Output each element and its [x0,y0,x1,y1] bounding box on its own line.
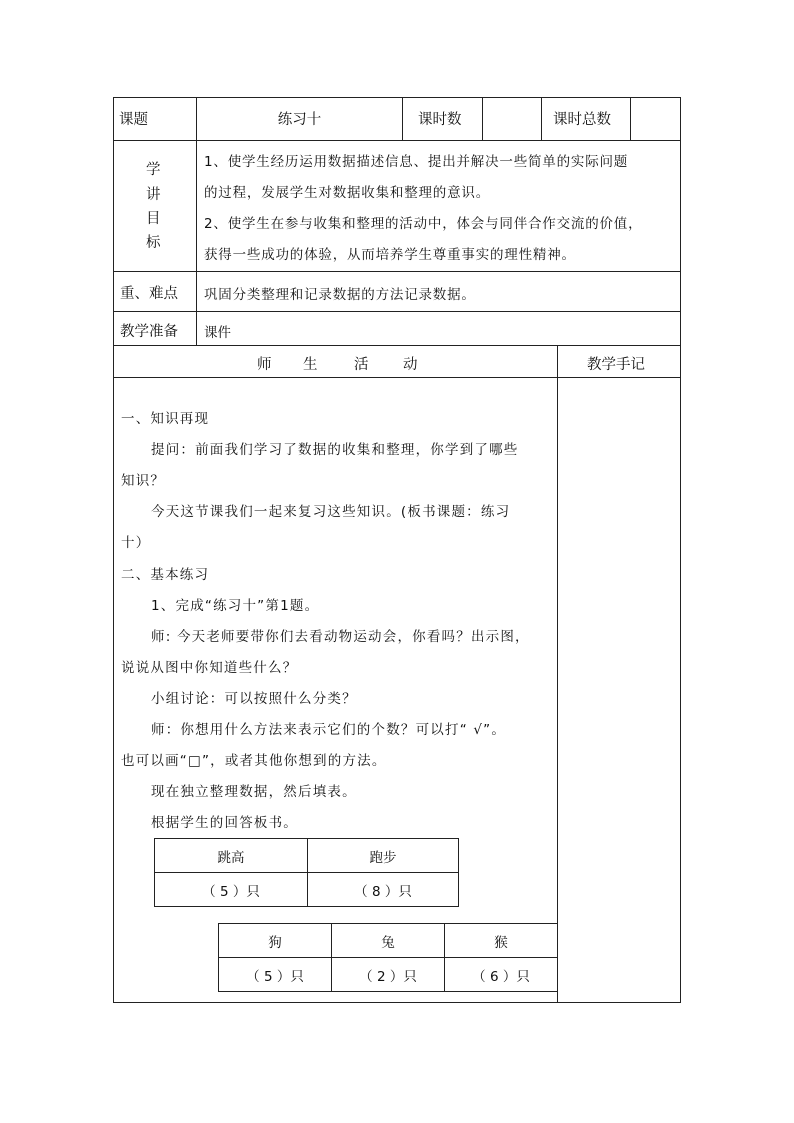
table-row [219,958,558,992]
activity-title-char: 师 [257,357,272,373]
preparation-label: 教学准备 [120,324,178,340]
body-line: 提问：前面我们学习了数据的收集和整理，你学到了哪些 [151,442,519,458]
grid-line [113,345,681,346]
grid-line [680,97,681,1003]
teaching-notes-label: 教学手记 [587,357,645,373]
table-header-cell: 猴 [445,924,558,958]
grid-line [113,271,681,272]
table-header-cell: 跳高 [155,839,308,873]
activity-title-char: 生 [303,357,318,373]
preparation-text: 课件 [204,325,231,341]
table-value-cell: （ 5 ）只 [219,958,332,992]
table-row [155,839,459,873]
table-row [219,924,558,958]
table-header-cell: 狗 [219,924,332,958]
objective-line: 的过程，发展学生对数据收集和整理的意识。 [204,185,490,201]
topic-value: 练习十 [277,112,322,128]
objectives-label-char: 讲 [146,187,161,203]
body-line: 说说从图中你知道些什么？ [121,660,298,676]
activity-title-char: 动 [403,357,418,373]
grid-line [196,97,197,346]
lesson-hours-label: 课时数 [418,112,462,128]
grid-line [482,97,483,141]
total-hours-label: 课时总数 [553,112,611,128]
grid-line [113,140,681,141]
body-line: 根据学生的回答板书。 [151,815,298,831]
body-line: 现在独立整理数据，然后填表。 [151,784,357,800]
grid-line [630,97,631,141]
objectives-label-char: 学 [146,162,161,178]
section-heading: 一、知识再现 [121,411,210,427]
grid-line [113,97,114,1003]
objective-line: 获得一些成功的体验，从而培养学生尊重事实的理性精神。 [204,247,576,263]
table-header-cell: 兔 [332,924,445,958]
section-heading: 二、基本练习 [121,567,210,583]
body-line: 知识？ [121,473,166,489]
body-line: 也可以画“□”，或者其他你想到的方法。 [121,753,387,769]
objectives-label-char: 目 [146,211,161,227]
table-header-cell: 跑步 [308,839,459,873]
grid-line [541,97,542,141]
grid-line [113,97,681,98]
table-row [155,873,459,907]
key-points-label: 重、难点 [120,286,178,302]
grid-line [113,1002,681,1003]
topic-label: 课题 [119,112,148,128]
body-line: 今天这节课我们一起来复习这些知识。(板书课题：练习 [151,504,511,520]
body-line: 十） [121,535,151,551]
grid-line [557,345,558,1003]
objective-line: 2、使学生在参与收集和整理的活动中，体会与同伴合作交流的价值， [204,216,643,232]
body-line: 小组讨论：可以按照什么分类？ [151,691,357,707]
body-line: 1、完成“练习十”第1题。 [151,598,320,614]
table-value-cell: （ 8 ）只 [308,873,459,907]
grid-line [113,311,681,312]
key-points-text: 巩固分类整理和记录数据的方法记录数据。 [204,287,476,303]
sports-table [154,838,459,907]
objectives-label-char: 标 [146,235,161,251]
table-value-cell: （ 5 ）只 [155,873,308,907]
grid-line [402,97,403,141]
table-value-cell: （ 6 ）只 [445,958,558,992]
animals-table [218,923,558,992]
body-line: 师：你想用什么方法来表示它们的个数？可以打“ √”。 [151,722,507,738]
body-line: 师: 今天老师要带你们去看动物运动会，你看吗？出示图， [151,629,530,645]
grid-line [113,377,681,378]
table-value-cell: （ 2 ）只 [332,958,445,992]
activity-title-char: 活 [354,357,369,373]
objective-line: 1、使学生经历运用数据描述信息、提出并解决一些简单的实际问题 [204,154,629,170]
